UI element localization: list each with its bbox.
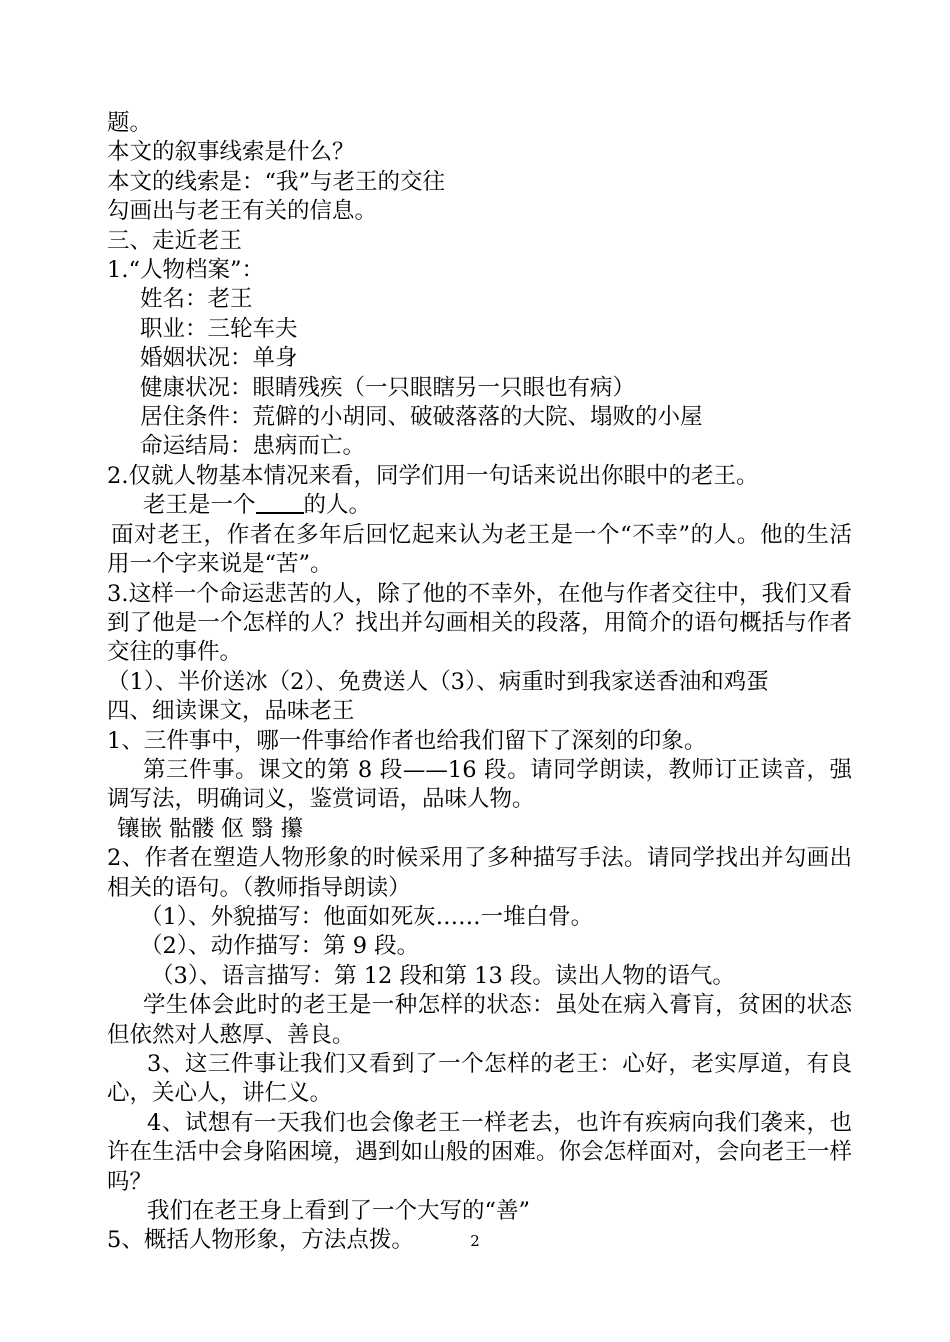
item-heading: 1.“人物档案”： [107,257,264,284]
paragraph: 面对老王，作者在多年后回忆起来认为老王是一个“不幸”的人。他的生活用一个字来说是“苦”。 [107,521,852,578]
fill-in-sentence [107,491,852,520]
vocabulary-line: 镶嵌 骷髅 伛 翳 攥 [117,815,304,842]
profile-name: 姓名：老王 [140,286,253,313]
paragraph: 学生体会此时的老王是一种怎样的状态：虽处在病入膏肓，贫困的状态但依然对人憨厚、善良。 [107,992,852,1048]
question-3: 3.这样一个命运悲苦的人，除了他的不幸外，在他与作者交往中，我们又看到了他是一个怎样的人？找出并勾画相关的段落，用简介的语句概括与作者交往的事件。 [107,580,852,666]
paragraph: 我们在老王身上看到了一个大写的“善” [147,1198,531,1225]
question-4-4: 4、试想有一天我们也会像老王一样老去，也许有疾病向我们袭来，也许在生活中会身陷困境，遇到如山般的困难。你会怎样面对，会向老王一样吗？ [107,1109,852,1195]
fill-in-prefix: 老王是一个 [143,492,256,519]
question-4-2: 2、作者在塑造人物形象的时候采用了多种描写手法。请同学找出并勾画出相关的语句。（教师指导朗读） [107,845,852,901]
page-number: 2 [470,1232,480,1250]
question-5: 5、概括人物形象，方法点拨。 [107,1227,414,1254]
instruction-text: 勾画出与老王有关的信息。 [107,198,378,225]
question-text: 本文的叙事线索是什么？ [107,139,355,166]
description-speech: （3）、语言描写：第 12 段和第 13 段。读出人物的语气。 [151,962,735,989]
question-2: 2.仅就人物基本情况来看，同学们用一句话来说出你眼中的老王。 [107,462,759,489]
section-heading-4: 四、细读课文，品味老王 [107,698,355,725]
profile-living: 居住条件：荒僻的小胡同、破破落落的大院、塌败的小屋 [140,404,703,431]
document-body [107,109,852,1256]
events-list: （1）、半价送冰（2）、免费送人（3）、病重时到我家送香油和鸡蛋 [107,668,769,695]
profile-occupation: 职业：三轮车夫 [140,315,298,342]
profile-marital-status: 婚姻状况：单身 [140,345,298,372]
answer-text: 本文的线索是：“我”与老王的交往 [107,168,446,195]
profile-health: 健康状况：眼睛残疾（一只眼瞎另一只眼也有病） [140,374,636,401]
description-action: （2）、动作描写：第 9 段。 [140,933,420,960]
section-heading-3: 三、走近老王 [107,227,243,254]
question-4-1: 1、三件事中，哪一件事给作者也给我们留下了深刻的印象。 [107,727,707,754]
profile-fate: 命运结局：患病而亡。 [140,433,366,460]
paragraph: 第三件事。课文的第 8 段——16 段。请同学朗读，教师订正读音，强调写法，明确词义，鉴赏词语，品味人物。 [107,756,852,813]
description-appearance: （1）、外貌描写：他面如死灰……一堆白骨。 [140,903,594,930]
fill-in-blank [256,492,304,514]
text-line: 题。 [107,110,153,136]
fill-in-suffix: 的人。 [303,492,372,519]
question-4-3: 3、这三件事让我们又看到了一个怎样的老王：心好，老实厚道，有良心，关心人，讲仁义。 [107,1051,852,1107]
